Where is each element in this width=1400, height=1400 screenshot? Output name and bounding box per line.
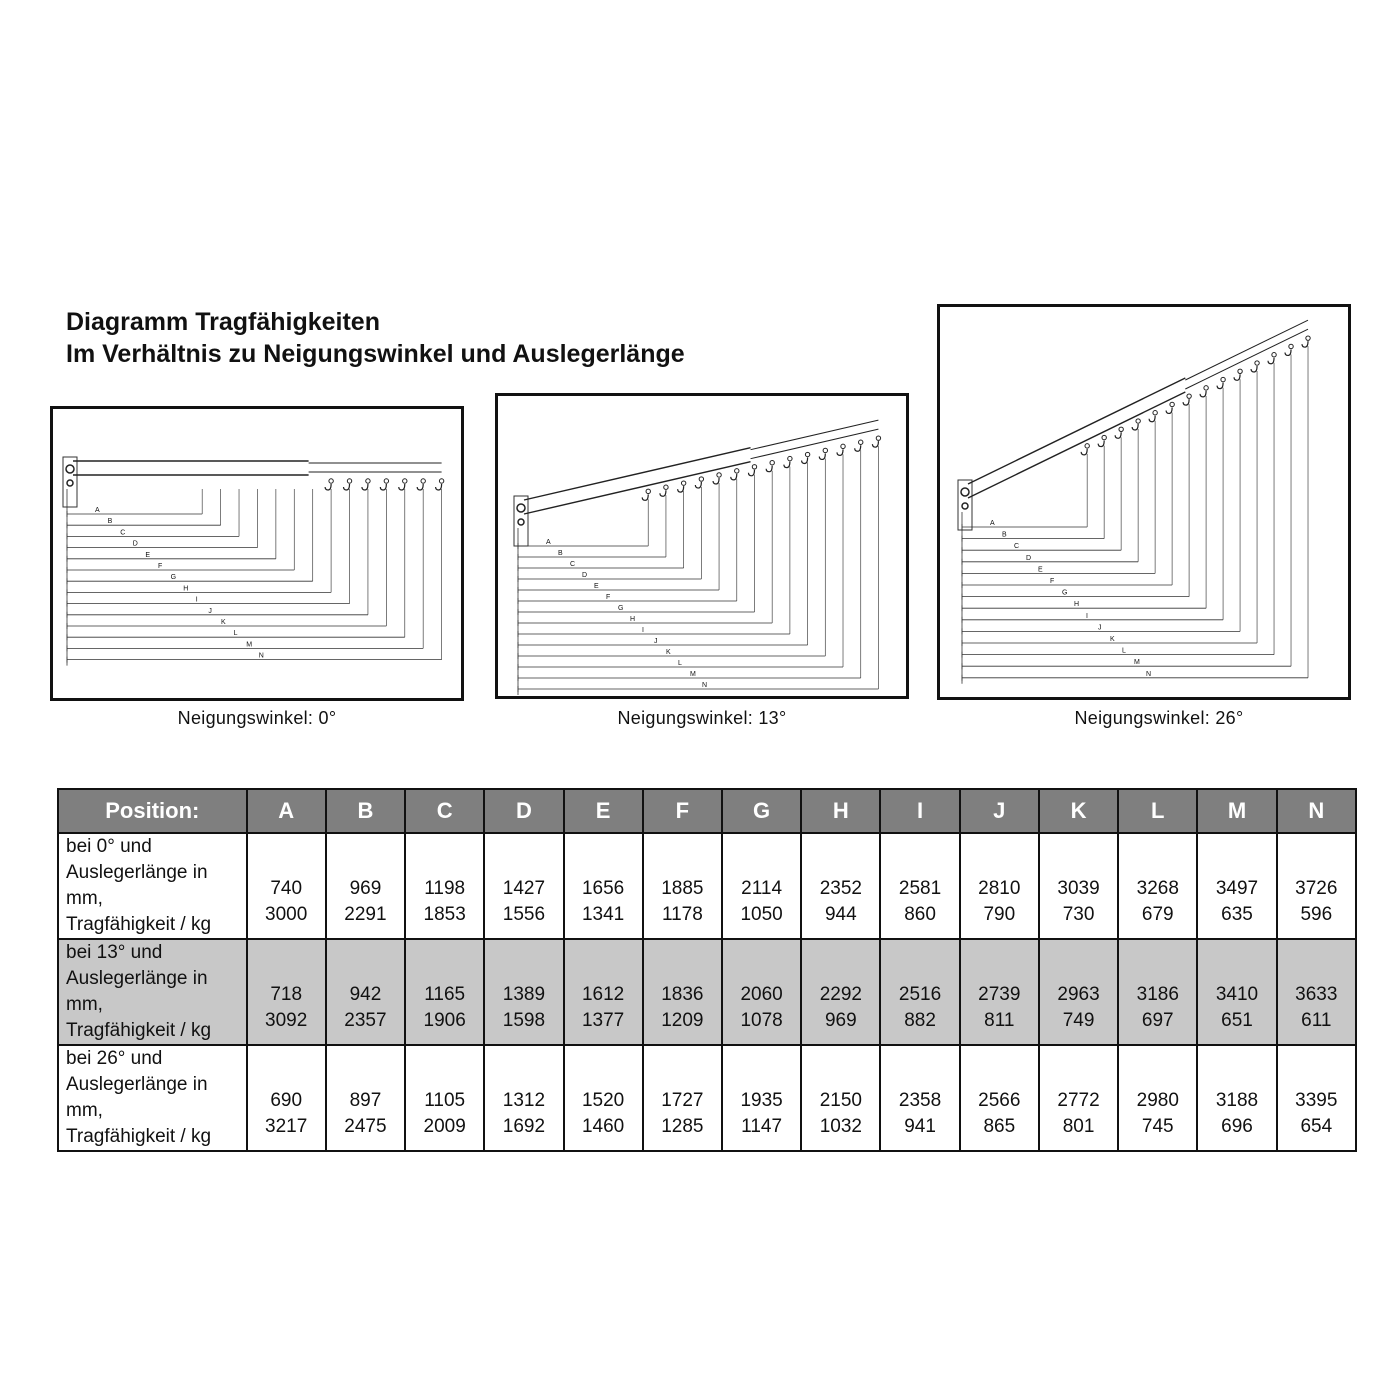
capacity-value: 969	[824, 1010, 857, 1031]
hook-icon	[1136, 419, 1140, 423]
pivot-pin	[962, 503, 968, 509]
hook-icon	[646, 489, 650, 493]
dimension-label: F	[1050, 578, 1055, 585]
dimension-label: H	[1074, 601, 1080, 609]
dimension-label: F	[158, 563, 163, 570]
boom-outer	[524, 448, 751, 500]
capacity-value: 749	[1062, 1010, 1095, 1031]
dimension-label: J	[1098, 624, 1102, 632]
capacity-value: 1692	[502, 1116, 546, 1137]
boom-length-value: 897	[349, 1090, 382, 1111]
hook-icon	[766, 466, 772, 472]
table-cell	[405, 939, 484, 1045]
capacity-value: 1032	[819, 1116, 862, 1137]
header-position-d: D	[484, 789, 563, 833]
hook-icon	[1251, 366, 1257, 372]
capacity-value: 811	[984, 1010, 1015, 1031]
dimension-label: M	[1134, 659, 1140, 667]
dimension-label: E	[1038, 566, 1043, 574]
boom-length-value: 3633	[1295, 984, 1338, 1005]
hook-icon	[384, 479, 388, 483]
dimension-label: K	[1110, 636, 1115, 643]
row-label-line: Tragfähigkeit / kg	[66, 1126, 212, 1147]
capacity-value: 1556	[502, 904, 546, 925]
hook-icon	[344, 484, 350, 490]
header-position-h: H	[801, 789, 880, 833]
table-cell	[722, 833, 801, 939]
boom-length-value: 1727	[661, 1090, 704, 1111]
capacity-value: 944	[824, 904, 857, 925]
boom-length-value: 1656	[581, 878, 625, 899]
row-label-line: Tragfähigkeit / kg	[66, 914, 212, 935]
hook-icon	[417, 484, 423, 490]
boom-length-value: 942	[349, 984, 382, 1005]
hook-icon	[681, 481, 685, 485]
caption-angle-13: Neigungswinkel: 13°	[617, 708, 787, 728]
dimension-label: A	[990, 520, 995, 527]
capacity-value: 1078	[740, 1010, 783, 1031]
capacity-value: 1178	[661, 904, 703, 925]
header-position-e: E	[564, 789, 643, 833]
boom-length-value: 1389	[502, 984, 546, 1005]
title-line-1: Diagramm Tragfähigkeiten	[66, 308, 380, 336]
header-position-j: J	[960, 789, 1039, 833]
hook-icon	[1268, 358, 1274, 364]
dimension-label: E	[594, 583, 599, 590]
hook-icon	[660, 490, 666, 496]
hook-icon	[1221, 377, 1225, 381]
boom-length-value: 2114	[741, 878, 783, 899]
header-position-b: B	[326, 789, 405, 833]
dimension-label: F	[606, 594, 611, 601]
dimension-label: D	[582, 572, 588, 579]
hook-icon	[1170, 402, 1174, 406]
dimension-label: H	[630, 616, 636, 623]
header-position-a: A	[247, 789, 326, 833]
capacity-value: 3000	[265, 904, 308, 925]
hook-icon	[439, 479, 443, 483]
header-position-c: C	[405, 789, 484, 833]
table-cell	[326, 833, 405, 939]
hook-icon	[1115, 432, 1121, 438]
table-cell	[722, 939, 801, 1045]
table-header-row	[58, 789, 1356, 833]
boom-outer	[968, 392, 1185, 498]
title-line-2: Im Verhältnis zu Neigungswinkel und Auslegerlänge	[66, 340, 685, 368]
hook-icon	[1081, 449, 1087, 455]
boom-outer	[524, 462, 751, 514]
boom-length-value: 1935	[740, 1090, 783, 1111]
hook-icon	[1166, 407, 1172, 413]
capacity-value: 2291	[344, 904, 387, 925]
hook-icon	[805, 452, 809, 456]
boom-length-value: 690	[270, 1090, 303, 1111]
hook-icon	[403, 479, 407, 483]
table-cell	[564, 1045, 643, 1151]
dimension-label: B	[558, 550, 563, 557]
header-position-g: G	[722, 789, 801, 833]
table-cell	[326, 939, 405, 1045]
hook-icon	[872, 441, 878, 447]
table-cell	[564, 939, 643, 1045]
boom-length-value: 2581	[898, 878, 942, 899]
capacity-value: 635	[1221, 904, 1253, 925]
table-cell	[722, 1045, 801, 1151]
hook-icon	[1217, 383, 1223, 389]
capacity-value: 941	[904, 1116, 936, 1137]
header-position-i: I	[880, 789, 959, 833]
dimension-label: J	[208, 607, 212, 615]
boom-length-value: 1612	[581, 984, 625, 1005]
dimension-label: G	[170, 574, 177, 582]
capacity-value: 1460	[581, 1116, 625, 1137]
table-cell	[484, 939, 563, 1045]
hook-icon	[1153, 411, 1157, 415]
row-label-line: bei 13° und	[66, 942, 163, 963]
header-position-n: N	[1277, 789, 1356, 833]
hook-icon	[802, 458, 808, 464]
hook-icon	[399, 484, 405, 490]
hook-icon	[788, 456, 792, 460]
dimension-label: K	[666, 649, 671, 656]
hook-icon	[380, 484, 386, 490]
capacity-value: 697	[1141, 1010, 1174, 1031]
capacity-value: 2009	[423, 1116, 466, 1137]
hook-icon	[784, 462, 790, 468]
hook-icon	[1238, 369, 1242, 373]
hook-icon	[695, 482, 701, 488]
hook-icon	[1306, 336, 1310, 340]
boom-length-value: 2963	[1057, 984, 1100, 1005]
table-cell	[1039, 1045, 1118, 1151]
boom-length-value: 1312	[502, 1090, 546, 1111]
hook-icon	[1272, 353, 1276, 357]
capacity-value: 1209	[661, 1010, 704, 1031]
boom-length-value: 969	[349, 878, 382, 899]
caption-angle-0: Neigungswinkel: 0°	[177, 708, 337, 728]
capacity-value: 2357	[344, 1010, 387, 1031]
capacity-value: 1853	[423, 904, 466, 925]
hook-icon	[876, 436, 880, 440]
boom-length-value: 1198	[424, 878, 466, 899]
dimension-label: N	[258, 652, 264, 660]
dimension-label: D	[1026, 554, 1032, 562]
boom-length-value: 3188	[1215, 1090, 1259, 1111]
dimension-label: N	[1146, 670, 1152, 678]
capacity-value: 730	[1062, 904, 1095, 925]
dimension-label: L	[1122, 647, 1126, 655]
capacity-value: 654	[1300, 1116, 1333, 1137]
capacity-value: 611	[1301, 1010, 1332, 1031]
table-cell	[880, 939, 959, 1045]
capacity-value: 596	[1300, 904, 1333, 925]
capacity-value: 696	[1221, 1116, 1253, 1137]
boom-length-value: 1885	[661, 878, 704, 899]
row-label-line: Auslegerlänge in mm,	[66, 968, 208, 1015]
diagram-angle-0	[50, 406, 464, 701]
boom-length-value: 2810	[978, 878, 1021, 899]
crane-drawing-26	[940, 307, 1348, 697]
boom-length-value: 2292	[819, 984, 862, 1005]
hook-icon	[823, 448, 827, 452]
hook-icon	[366, 479, 370, 483]
dimension-label: H	[183, 585, 189, 593]
row-label	[58, 939, 247, 1045]
boom-length-value: 2516	[898, 984, 942, 1005]
table-cell	[1039, 939, 1118, 1045]
capacity-value: 1377	[581, 1010, 625, 1031]
table-cell	[247, 1045, 326, 1151]
boom-length-value: 3039	[1057, 878, 1100, 899]
table-cell	[1118, 833, 1197, 939]
capacity-value: 2475	[344, 1116, 387, 1137]
capacity-table	[57, 788, 1357, 1152]
hook-icon	[1132, 424, 1138, 430]
hook-icon	[819, 453, 825, 459]
table-cell	[1039, 833, 1118, 939]
pivot-pin	[518, 519, 524, 525]
boom-length-value: 1165	[424, 984, 466, 1005]
table-row	[58, 833, 1356, 939]
hook-icon	[329, 479, 333, 483]
hook-icon	[748, 470, 754, 476]
dimension-label: L	[678, 660, 682, 667]
table-cell	[1277, 1045, 1356, 1151]
row-label-line: bei 26° und	[66, 1048, 163, 1069]
dimension-label: I	[195, 596, 198, 604]
diagram-angle-26	[937, 304, 1351, 700]
dimension-label: G	[1062, 589, 1068, 597]
dimension-label: B	[107, 518, 113, 526]
table-cell	[247, 939, 326, 1045]
header-position-m: M	[1197, 789, 1276, 833]
hook-icon	[1085, 444, 1089, 448]
table-cell	[1197, 1045, 1276, 1151]
hook-icon	[1187, 394, 1191, 398]
capacity-value: 745	[1141, 1116, 1174, 1137]
capacity-value: 3092	[265, 1010, 308, 1031]
hook-icon	[1149, 416, 1155, 422]
table-cell	[643, 833, 722, 939]
row-label-line: Tragfähigkeit / kg	[66, 1020, 212, 1041]
capacity-value: 651	[1221, 1010, 1253, 1031]
boom-length-value: 1427	[502, 878, 546, 899]
hook-icon	[855, 445, 861, 451]
dimension-label: E	[145, 551, 151, 559]
hook-icon	[1102, 435, 1106, 439]
hook-icon	[325, 484, 331, 490]
table-cell	[960, 1045, 1039, 1151]
dimension-label: L	[233, 630, 238, 638]
table-cell	[1277, 833, 1356, 939]
hook-icon	[735, 469, 739, 473]
table-cell	[801, 1045, 880, 1151]
capacity-value: 679	[1141, 904, 1174, 925]
table-cell	[801, 939, 880, 1045]
row-label-line: Auslegerlänge in mm,	[66, 1074, 208, 1121]
capacity-value: 1598	[502, 1010, 546, 1031]
table-cell	[960, 833, 1039, 939]
hook-icon	[1200, 391, 1206, 397]
capacity-value: 882	[904, 1010, 936, 1031]
dimension-label: D	[132, 540, 138, 548]
diagram-angle-13	[495, 393, 909, 699]
row-label-line: Auslegerlänge in mm,	[66, 862, 208, 909]
boom-length-value: 3497	[1215, 878, 1259, 899]
boom-length-value: 3395	[1295, 1090, 1338, 1111]
table-cell	[484, 833, 563, 939]
dimension-label: A	[546, 539, 551, 546]
dimension-label: I	[1086, 612, 1088, 620]
hook-icon	[1289, 344, 1293, 348]
dimension-label: N	[702, 682, 708, 689]
pivot-pin	[66, 465, 74, 473]
table-cell	[405, 833, 484, 939]
dimension-label: B	[1002, 531, 1007, 539]
table-cell	[1197, 939, 1276, 1045]
boom-length-value: 2980	[1136, 1090, 1179, 1111]
boom-length-value: 1105	[424, 1090, 466, 1111]
boom-length-value: 3186	[1136, 984, 1179, 1005]
table-cell	[326, 1045, 405, 1151]
boom-inner	[751, 420, 879, 450]
boom-length-value: 718	[270, 984, 303, 1005]
dimension-label: J	[654, 638, 658, 645]
boom-length-value: 2358	[898, 1090, 942, 1111]
dimension-label: M	[690, 671, 696, 678]
hook-icon	[1234, 374, 1240, 380]
page-title	[66, 306, 685, 370]
boom-length-value: 2060	[740, 984, 783, 1005]
boom-length-value: 2352	[819, 878, 862, 899]
dimension-label: C	[120, 529, 126, 537]
table-cell	[1197, 833, 1276, 939]
table-cell	[960, 939, 1039, 1045]
dimension-label: A	[95, 507, 100, 514]
table-cell	[247, 833, 326, 939]
hook-icon	[1098, 441, 1104, 447]
hook-icon	[1204, 386, 1208, 390]
table-cell	[564, 833, 643, 939]
dimension-label: C	[1014, 543, 1020, 551]
row-label	[58, 833, 247, 939]
dimension-label: K	[221, 619, 226, 626]
hook-icon	[642, 494, 648, 500]
hook-icon	[1285, 349, 1291, 355]
hook-icon	[421, 479, 425, 483]
hook-icon	[1255, 361, 1259, 365]
header-position-l: L	[1118, 789, 1197, 833]
hook-icon	[752, 465, 756, 469]
hook-icon	[362, 484, 368, 490]
table-cell	[643, 939, 722, 1045]
hook-icon	[436, 484, 442, 490]
table-cell	[484, 1045, 563, 1151]
hook-icon	[699, 477, 703, 481]
table-cell	[643, 1045, 722, 1151]
boom-inner	[1185, 320, 1308, 380]
boom-inner	[1185, 329, 1308, 389]
boom-length-value: 3726	[1295, 878, 1338, 899]
header-position-f: F	[643, 789, 722, 833]
table-cell	[880, 1045, 959, 1151]
hook-icon	[713, 478, 719, 484]
hook-icon	[664, 485, 668, 489]
row-label	[58, 1045, 247, 1151]
pivot-pin	[67, 480, 73, 486]
hook-icon	[841, 444, 845, 448]
table-cell	[405, 1045, 484, 1151]
capacity-value: 1285	[661, 1116, 704, 1137]
table-cell	[880, 833, 959, 939]
hook-icon	[717, 473, 721, 477]
table-cell	[1277, 939, 1356, 1045]
dimension-label: M	[246, 641, 253, 649]
capacity-value: 3217	[265, 1116, 308, 1137]
capacity-value: 801	[1062, 1116, 1095, 1137]
pivot-pin	[961, 488, 969, 496]
boom-length-value: 1836	[661, 984, 704, 1005]
boom-length-value: 2150	[819, 1090, 862, 1111]
boom-length-value: 2772	[1057, 1090, 1100, 1111]
boom-length-value: 3268	[1136, 878, 1179, 899]
hook-icon	[731, 474, 737, 480]
table-row	[58, 1045, 1356, 1151]
capacity-value: 790	[983, 904, 1016, 925]
crane-drawing-0	[53, 409, 461, 698]
capacity-value: 865	[983, 1116, 1016, 1137]
hook-icon	[1302, 341, 1308, 347]
capacity-value: 1341	[581, 904, 625, 925]
boom-outer	[968, 378, 1185, 484]
hook-icon	[1183, 399, 1189, 405]
capacity-value: 860	[904, 904, 936, 925]
boom-length-value: 1520	[581, 1090, 625, 1111]
hook-icon	[1119, 427, 1123, 431]
caption-angle-26: Neigungswinkel: 26°	[1074, 708, 1244, 728]
hook-icon	[859, 440, 863, 444]
table-cell	[801, 833, 880, 939]
row-label-line: bei 0° und	[66, 836, 152, 857]
header-position-k: K	[1039, 789, 1118, 833]
hook-icon	[770, 461, 774, 465]
table-row	[58, 939, 1356, 1045]
table-cell	[1118, 1045, 1197, 1151]
header-position-label: Position:	[58, 789, 247, 833]
dimension-label: C	[570, 561, 576, 568]
hook-icon	[837, 449, 843, 455]
table-cell	[1118, 939, 1197, 1045]
boom-length-value: 3410	[1215, 984, 1259, 1005]
boom-length-value: 740	[270, 878, 303, 899]
hook-icon	[678, 486, 684, 492]
hook-icon	[347, 479, 351, 483]
capacity-value: 1050	[740, 904, 783, 925]
capacity-value: 1147	[741, 1116, 783, 1137]
boom-length-value: 2739	[978, 984, 1021, 1005]
boom-length-value: 2566	[978, 1090, 1021, 1111]
dimension-label: G	[618, 605, 624, 612]
pivot-pin	[517, 504, 525, 512]
dimension-label: I	[642, 627, 644, 634]
capacity-value: 1906	[423, 1010, 466, 1031]
crane-drawing-13	[498, 396, 906, 696]
